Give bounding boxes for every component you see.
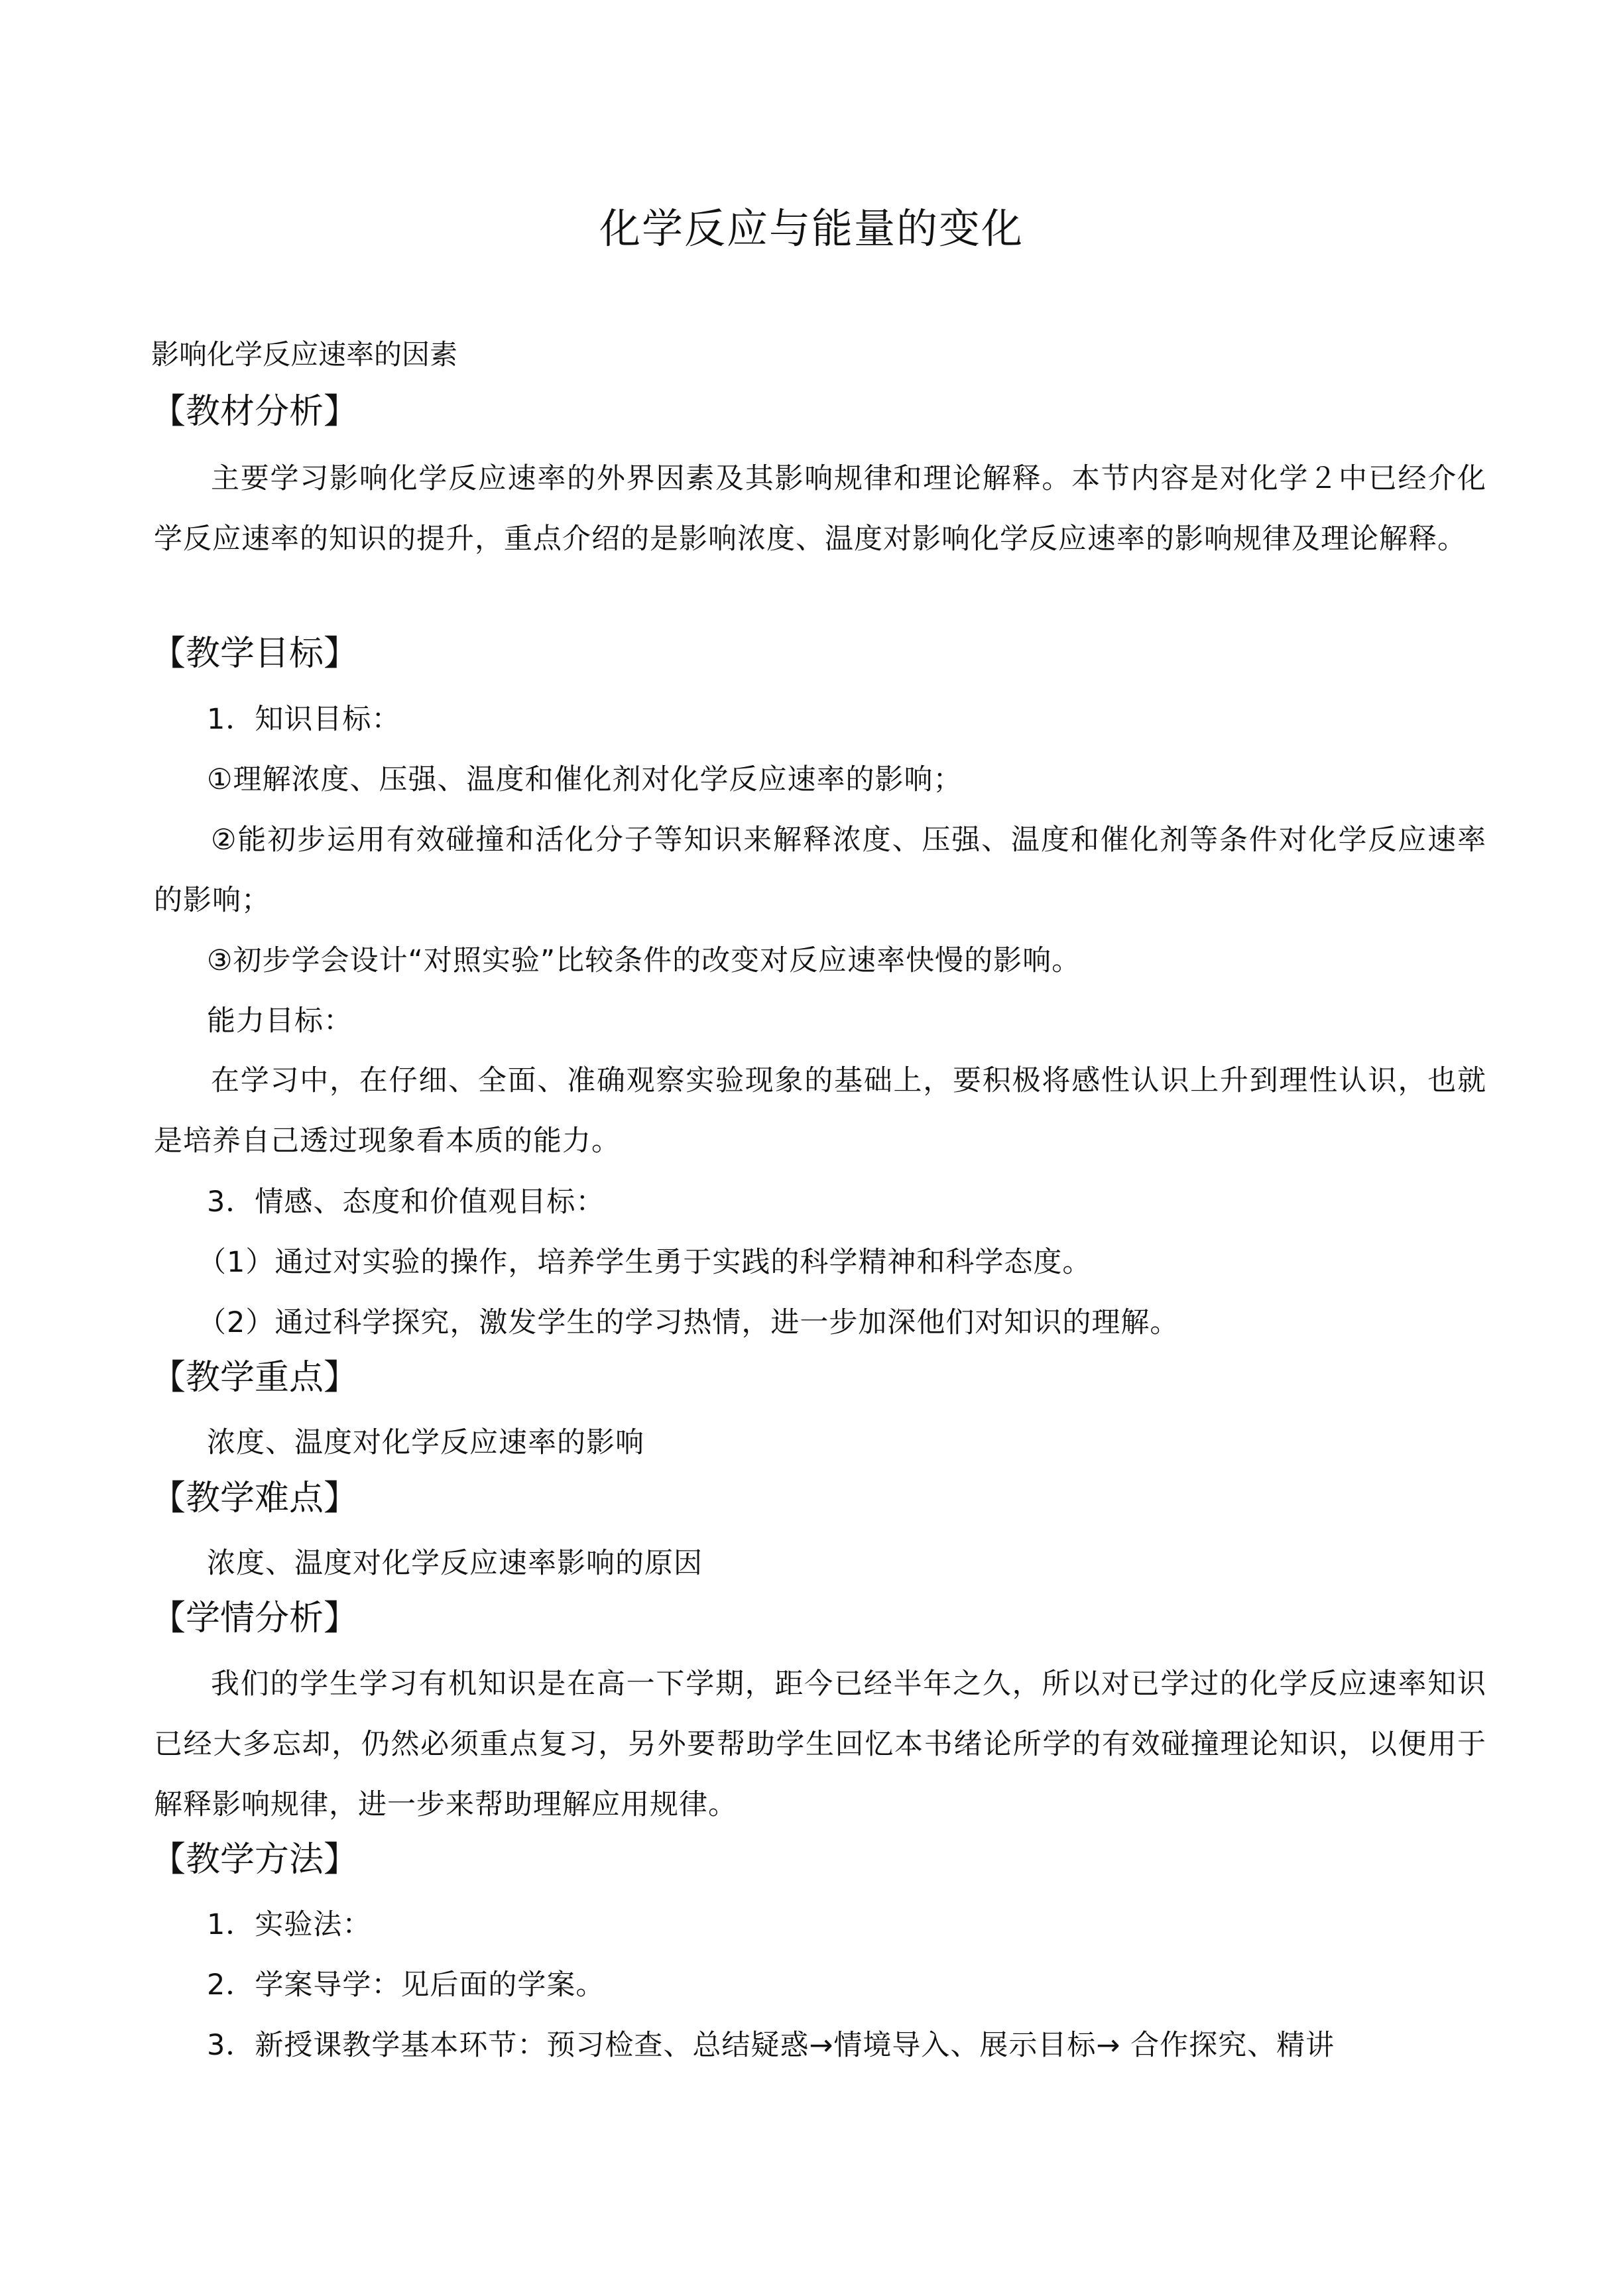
ability-objective-label: 能力目标： [207,1004,353,1038]
emotion-objective-2: （2）通过科学探究，激发学生的学习热情，进一步加深他们对知识的理解。 [198,1306,1179,1339]
heading-textbook-analysis: 【教材分析】 [151,392,359,432]
lesson-subtitle: 影响化学反应速率的因素 [151,338,458,371]
heading-teaching-objectives: 【教学目标】 [151,634,359,674]
knowledge-objective-2: ②能初步运用有效碰撞和活化分子等知识来解释浓度、压强、温度和催化剂等条件对化学反应速率的影响； [154,823,1486,917]
textbook-analysis-paragraph: 主要学习影响化学反应速率的外界因素及其影响规律和理论解释。本节内容是对化学２中已经介化学反应速率的知识的提升，重点介绍的是影响浓度、温度对影响化学反应速率的影响规律及理论解释。 [154,462,1486,556]
method-3: 3．新授课教学基本环节：预习检查、总结疑惑→情境导入、展示目标→ 合作探究、精讲 [207,2029,1335,2062]
emotion-objective-label: 3．情感、态度和价值观目标： [207,1185,605,1219]
heading-teaching-methods: 【教学方法】 [151,1840,359,1880]
heading-key-points: 【教学重点】 [151,1358,359,1398]
student-analysis-paragraph: 我们的学生学习有机知识是在高一下学期，距今已经半年之久，所以对已学过的化学反应速率知识已经大多忘却，仍然必须重点复习，另外要帮助学生回忆本书绪论所学的有效碰撞理论知识，以便用于解释影响规律，进一步来帮助理解应用规律。 [154,1667,1486,1821]
key-points-text: 浓度、温度对化学反应速率的影响 [207,1426,644,1459]
difficulties-text: 浓度、温度对化学反应速率影响的原因 [207,1547,703,1580]
knowledge-objective-label: 1．知识目标： [207,703,401,736]
method-2: 2．学案导学：见后面的学案。 [207,1968,605,2002]
emotion-objective-1: （1）通过对实验的操作，培养学生勇于实践的科学精神和科学态度。 [198,1246,1092,1279]
heading-difficulties: 【教学难点】 [151,1479,359,1518]
page-title: 化学反应与能量的变化 [599,204,1024,253]
heading-student-analysis: 【学情分析】 [151,1599,359,1638]
ability-objective-paragraph: 在学习中，在仔细、全面、准确观察实验现象的基础上，要积极将感性认识上升到理性认识，也就是培养自己透过现象看本质的能力。 [154,1064,1486,1158]
method-1: 1．实验法： [207,1908,372,1941]
knowledge-objective-1: ①理解浓度、压强、温度和催化剂对化学反应速率的影响； [207,763,963,796]
knowledge-objective-3: ③初步学会设计“对照实验”比较条件的改变对反应速率快慢的影响。 [207,944,1081,977]
